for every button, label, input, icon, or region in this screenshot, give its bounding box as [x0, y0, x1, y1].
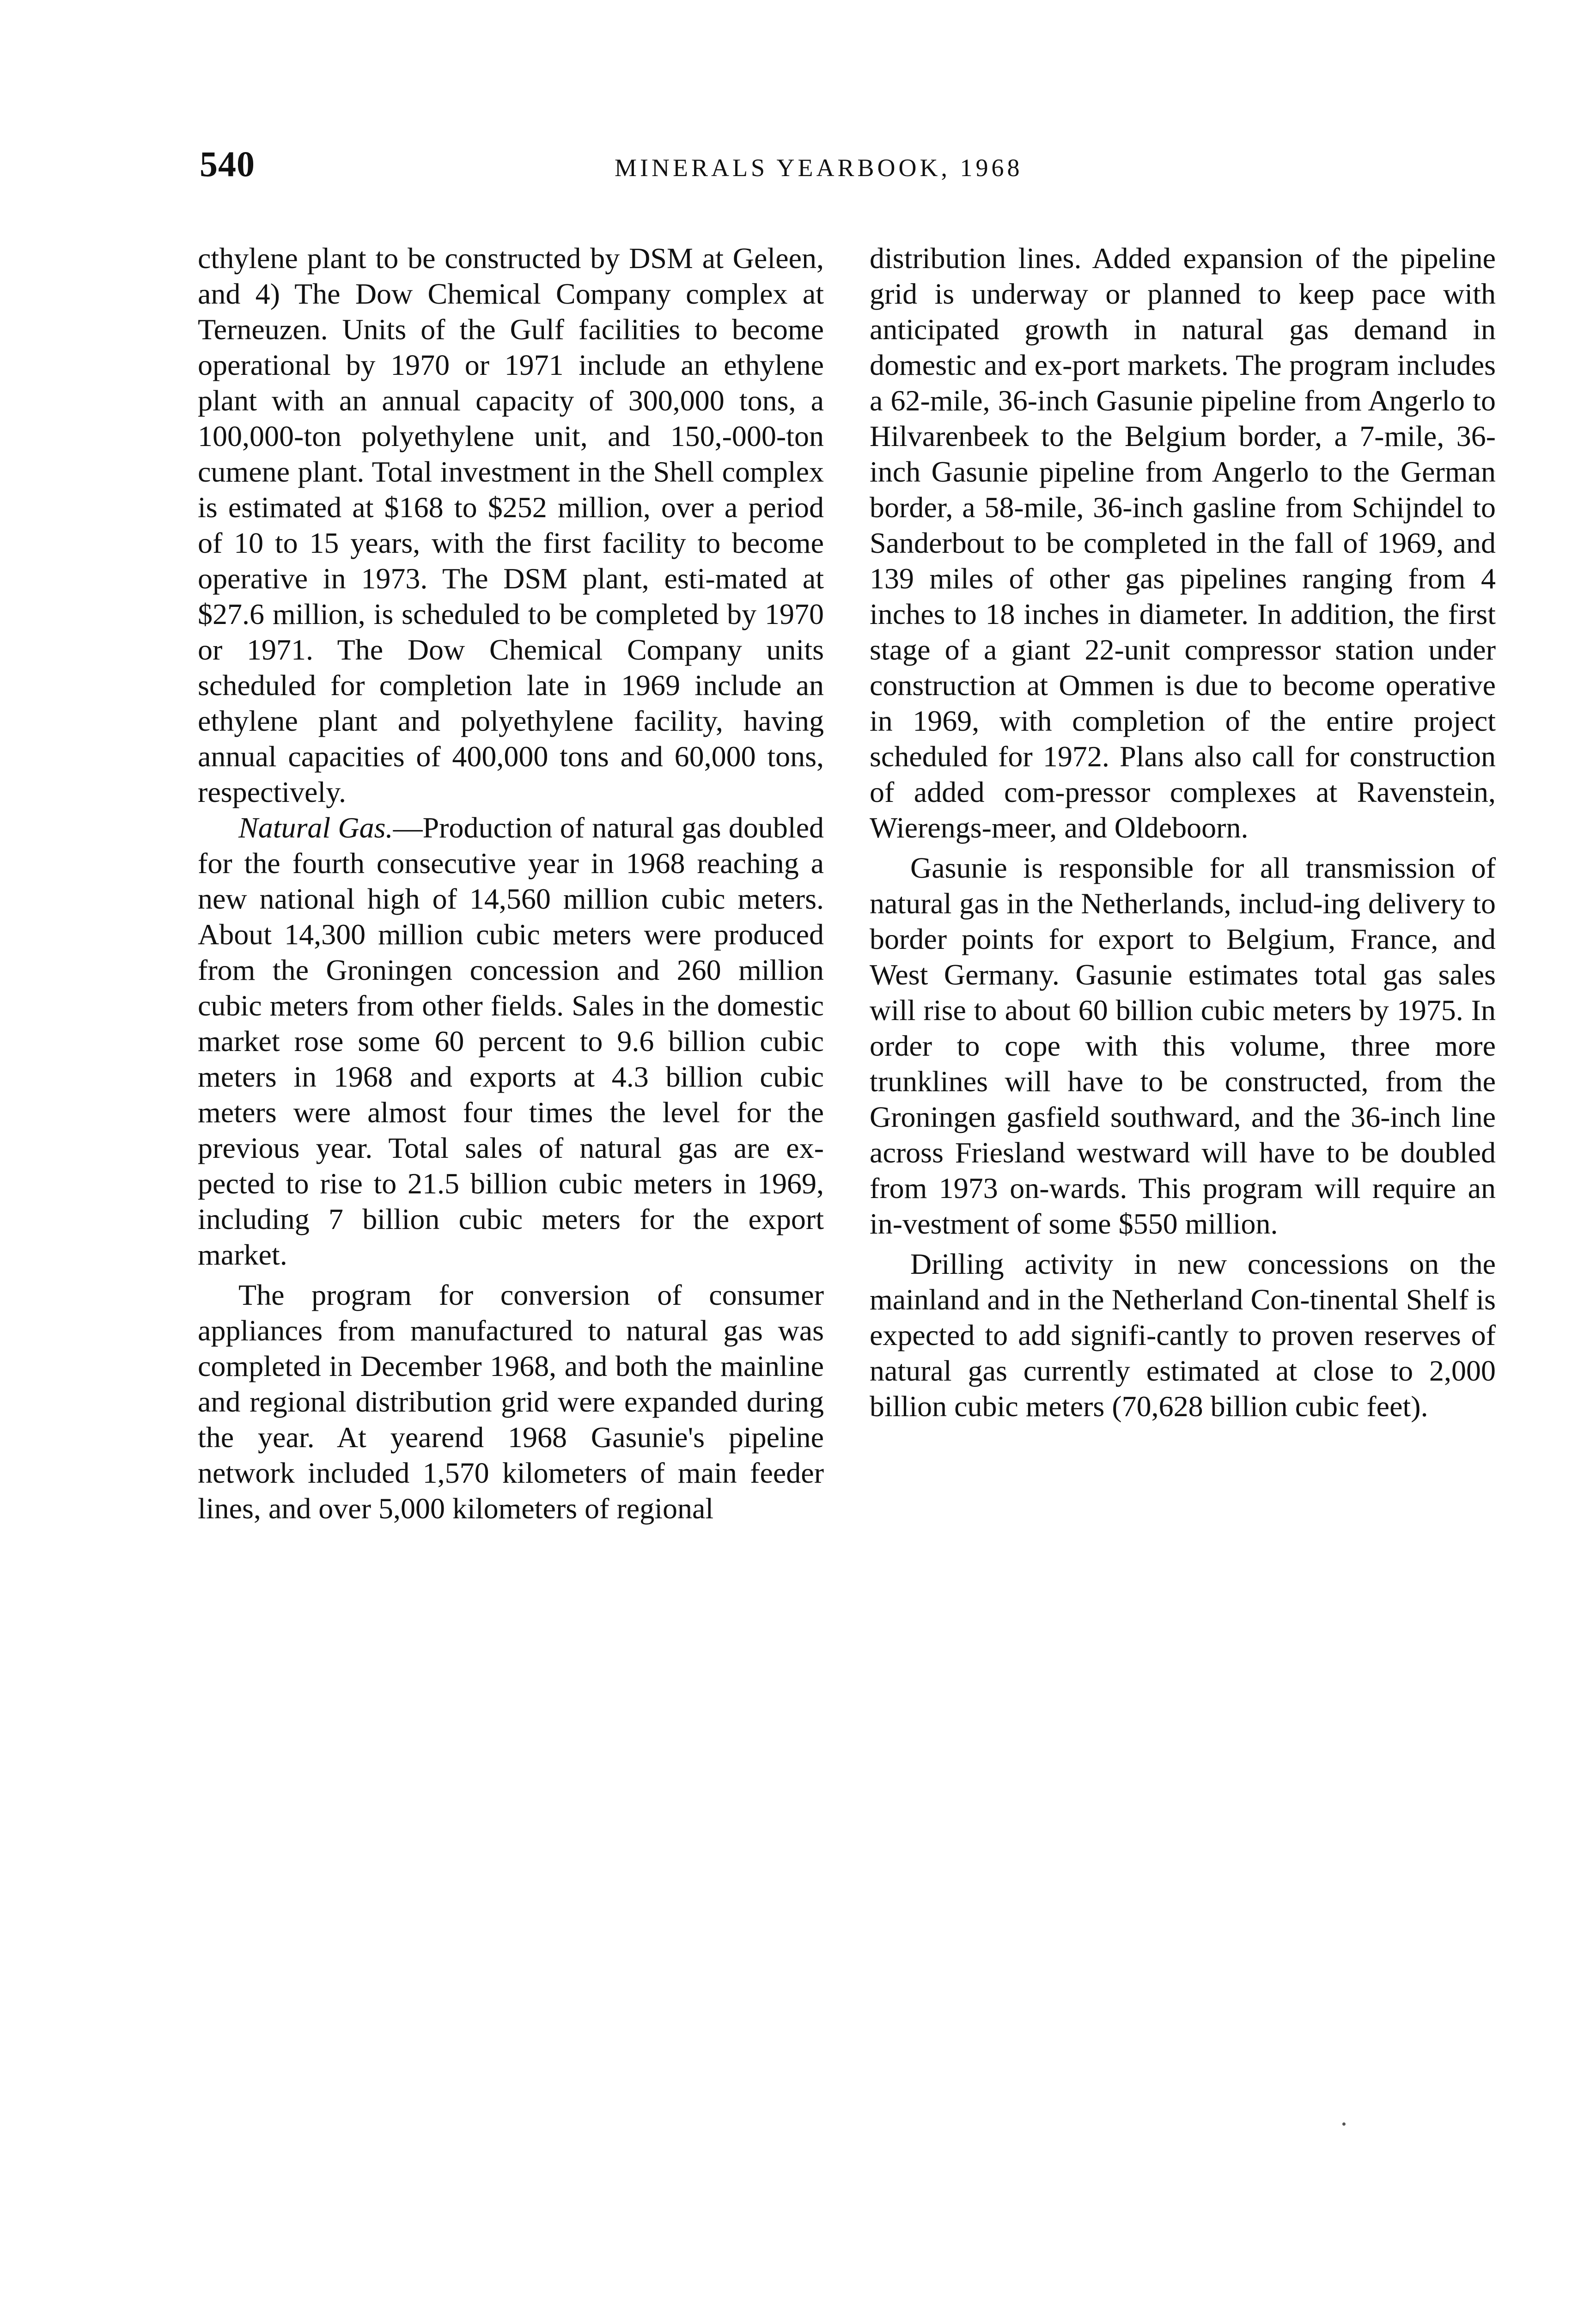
page-number: 540 — [200, 144, 255, 184]
paragraph-conversion-program: The program for conversion of consumer appliances from manufactured to natural gas was completed in December 1968, and both the mainline and regional distribution grid were expanded during the year. At yearend 1968 Gasunie's pipeline network included 1,570 kilometers of main feeder lines, and over 5,000 kilometers of regional — [198, 1278, 824, 1525]
print-speck — [1342, 2122, 1346, 2126]
natural-gas-sidehead: Natural Gas. — [238, 811, 393, 844]
paragraph-petrochemical-plants: cthylene plant to be constructed by DSM at Geleen, and 4) The Dow Chemical Company complex at Terneuzen. Units of the Gulf facilities to become operational by 1970 or 1971 include an ethylene plant with an annual capacity of 300,000 tons, a 100,000-ton polyethylene unit, and 150,-000-ton cumene plant. Total investment in the Shell complex is estimated at $168 to $252 million, over a period of 10 to 15 years, with the first facility to become operative in 1973. The DSM plant, esti-mated at $27.6 million, is scheduled to be completed by 1970 or 1971. The Dow Chemical Company units scheduled for completion late in 1969 include an ethylene plant and polyethylene facility, having annual capacities of 400,000 tons and 60,000 tons, respectively. — [198, 242, 824, 808]
natural-gas-body: —Production of natural gas doubled for the fourth consecutive year in 1968 reaching a new national high of 14,560 million cubic meters. About 14,300 million cubic meters were produced from the Groningen concession and 260 million cubic meters from other fields. Sales in the domestic market rose some 60 percent to 9.6 billion cubic meters in 1968 and exports at 4.3 billion cubic meters were almost four times the level for the previous year. Total sales of natural gas are ex-pected to rise to 21.5 billion cubic meters in 1969, including 7 billion cubic meters for the export market. — [198, 811, 824, 1271]
paragraph-pipeline-expansion: distribution lines. Added expansion of the pipeline grid is underway or planned to keep pace with anticipated growth in natural gas demand in domestic and ex-port markets. The program includes a 62-mile, 36-inch Gasunie pipeline from Angerlo to Hilvarenbeek to the Belgium border, a 7-mile, 36-inch Gasunie pipeline from Angerlo to the German border, a 58-mile, 36-inch gasline from Schijndel to Sanderbout to be completed in the fall of 1969, and 139 miles of other gas pipelines ranging from 4 inches to 18 inches in diameter. In addition, the first stage of a giant 22-unit compressor station under construction at Ommen is due to become operative in 1969, with completion of the entire project scheduled for 1972. Plans also call for construction of added com-pressor complexes at Ravenstein, Wierengs-meer, and Oldeboorn. — [870, 242, 1496, 844]
paragraph-drilling-activity: Drilling activity in new concessions on the mainland and in the Netherland Con-tinental Shelf is expected to add signifi-cantly to proven reserves of natural gas currently estimated at close to 2,000 billion cubic meters (70,628 billion cubic feet). — [870, 1247, 1496, 1423]
left-column — [198, 240, 824, 1526]
paragraph-gasunie-transmission: Gasunie is responsible for all transmission of natural gas in the Netherlands, includ-ing delivery to border points for export to Belgium, France, and West Germany. Gasunie estimates total gas sales will rise to about 60 billion cubic meters by 1975. In order to cope with this volume, three more trunklines will have to be constructed, from the Groningen gasfield southward, and the 36-inch line across Friesland westward will have to be doubled from 1973 on-wards. This program will require an in-vestment of some $550 million. — [870, 851, 1496, 1240]
running-head: MINERALS YEARBOOK, 1968 — [615, 154, 1023, 182]
paragraph-natural-gas — [198, 810, 824, 1272]
right-column — [870, 240, 1496, 1424]
